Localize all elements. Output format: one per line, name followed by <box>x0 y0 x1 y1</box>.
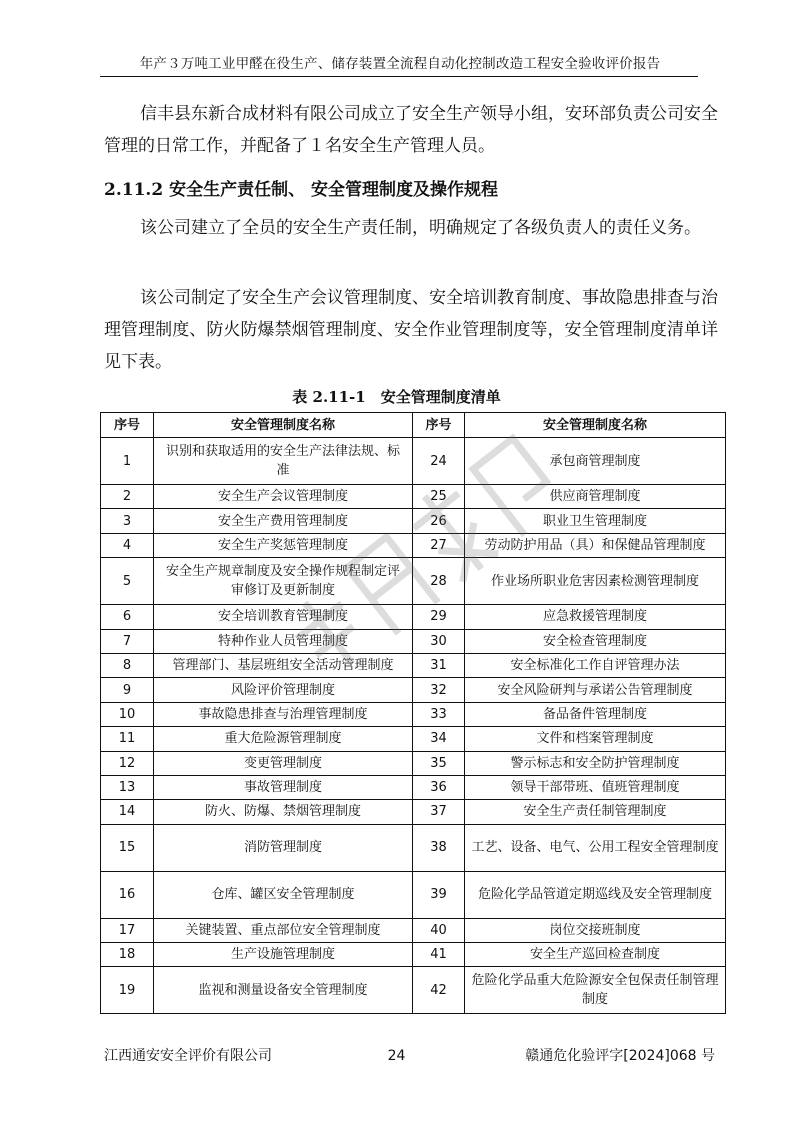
row-number: 36 <box>413 775 465 799</box>
row-number: 31 <box>413 653 465 677</box>
row-number: 34 <box>413 727 465 751</box>
table-row <box>101 727 726 751</box>
rule-name: 备品备件管理制度 <box>465 702 726 726</box>
rule-name: 应急救援管理制度 <box>465 605 726 629</box>
row-number: 25 <box>413 485 465 509</box>
table-row <box>101 678 726 702</box>
row-number: 8 <box>101 653 154 677</box>
table-row <box>101 824 726 871</box>
row-number: 17 <box>101 918 154 942</box>
rule-name: 劳动防护用品（具）和保健品管理制度 <box>465 533 726 557</box>
table-row <box>101 558 726 605</box>
rule-name: 生产设施管理制度 <box>154 943 413 967</box>
rule-name: 安全生产会议管理制度 <box>154 485 413 509</box>
table-row <box>101 629 726 653</box>
rule-name: 风险评价管理制度 <box>154 678 413 702</box>
rule-name: 消防管理制度 <box>154 824 413 871</box>
row-number: 24 <box>413 438 465 485</box>
row-number: 16 <box>101 871 154 918</box>
rule-name: 识别和获取适用的安全生产法律法规、标准 <box>154 438 413 485</box>
row-number: 39 <box>413 871 465 918</box>
rule-name: 安全生产规章制度及安全操作规程制定评审修订及更新制度 <box>154 558 413 605</box>
table-row <box>101 485 726 509</box>
rule-name: 工艺、设备、电气、公用工程安全管理制度 <box>465 824 726 871</box>
rule-name: 安全生产巡回检查制度 <box>465 943 726 967</box>
rule-name: 安全标准化工作自评管理办法 <box>465 653 726 677</box>
row-number: 13 <box>101 775 154 799</box>
table-row <box>101 775 726 799</box>
table-row <box>101 605 726 629</box>
rule-name: 安全生产费用管理制度 <box>154 509 413 533</box>
rule-name: 事故管理制度 <box>154 775 413 799</box>
table-row <box>101 653 726 677</box>
row-number: 33 <box>413 702 465 726</box>
section-heading-2-11-2: 2.11.2 安全生产责任制、 安全管理制度及操作规程 <box>104 180 498 200</box>
rule-name: 安全检查管理制度 <box>465 629 726 653</box>
header-no-left: 序号 <box>101 413 154 438</box>
row-number: 9 <box>101 678 154 702</box>
row-number: 19 <box>101 967 154 1014</box>
paragraph-management-rules: 该公司制定了安全生产会议管理制度、安全培训教育制度、事故隐患排查与治理管理制度、防火防爆禁烟管理制度、安全作业管理制度等，安全管理制度清单详见下表。 <box>104 288 718 372</box>
table-row <box>101 871 726 918</box>
row-number: 11 <box>101 727 154 751</box>
header-name-left: 安全管理制度名称 <box>154 413 413 438</box>
row-number: 4 <box>101 533 154 557</box>
header-name-right: 安全管理制度名称 <box>465 413 726 438</box>
rule-name: 承包商管理制度 <box>465 438 726 485</box>
row-number: 6 <box>101 605 154 629</box>
rule-name: 职业卫生管理制度 <box>465 509 726 533</box>
row-number: 40 <box>413 918 465 942</box>
row-number: 7 <box>101 629 154 653</box>
row-number: 18 <box>101 943 154 967</box>
footer-company: 江西通安安全评价有限公司 <box>104 1048 272 1064</box>
table-row <box>101 800 726 824</box>
paragraph-safety-team: 信丰县东新合成材料有限公司成立了安全生产领导小组，安环部负责公司安全管理的日常工作，并配备了１名安全生产管理人员。 <box>104 104 718 156</box>
rule-name: 监视和测量设备安全管理制度 <box>154 967 413 1014</box>
row-number: 32 <box>413 678 465 702</box>
rule-name: 防火、防爆、禁烟管理制度 <box>154 800 413 824</box>
row-number: 37 <box>413 800 465 824</box>
rule-name: 重大危险源管理制度 <box>154 727 413 751</box>
rule-name: 管理部门、基层班组安全活动管理制度 <box>154 653 413 677</box>
table-row <box>101 702 726 726</box>
table-row <box>101 533 726 557</box>
running-header: 年产３万吨工业甲醛在役生产、储存装置全流程自动化控制改造工程安全验收评价报告 <box>139 56 661 72</box>
row-number: 42 <box>413 967 465 1014</box>
header-no-right: 序号 <box>413 413 465 438</box>
rule-name: 岗位交接班制度 <box>465 918 726 942</box>
rule-name: 警示标志和安全防护管理制度 <box>465 751 726 775</box>
table-row <box>101 509 726 533</box>
row-number: 1 <box>101 438 154 485</box>
table-row <box>101 967 726 1014</box>
rule-name: 特种作业人员管理制度 <box>154 629 413 653</box>
rule-name: 变更管理制度 <box>154 751 413 775</box>
row-number: 30 <box>413 629 465 653</box>
rule-name: 安全培训教育管理制度 <box>154 605 413 629</box>
rule-name: 关键装置、重点部位安全管理制度 <box>154 918 413 942</box>
row-number: 15 <box>101 824 154 871</box>
safety-rules-table <box>100 412 726 1014</box>
row-number: 26 <box>413 509 465 533</box>
rule-name: 仓库、罐区安全管理制度 <box>154 871 413 918</box>
rule-name: 安全生产责任制管理制度 <box>465 800 726 824</box>
rule-name: 危险化学品重大危险源安全包保责任制管理制度 <box>465 967 726 1014</box>
row-number: 28 <box>413 558 465 605</box>
rule-name: 文件和档案管理制度 <box>465 727 726 751</box>
row-number: 5 <box>101 558 154 605</box>
rule-name: 安全风险研判与承诺公告管理制度 <box>465 678 726 702</box>
row-number: 35 <box>413 751 465 775</box>
document-number: 赣通危化验评字[2024]068 号 <box>525 1048 715 1064</box>
header-divider <box>100 76 698 77</box>
rule-name: 领导干部带班、值班管理制度 <box>465 775 726 799</box>
row-number: 27 <box>413 533 465 557</box>
table-row <box>101 943 726 967</box>
rule-name: 事故隐患排查与治理管理制度 <box>154 702 413 726</box>
table-row <box>101 918 726 942</box>
rule-name: 作业场所职业危害因素检测管理制度 <box>465 558 726 605</box>
table-row <box>101 438 726 485</box>
row-number: 2 <box>101 485 154 509</box>
row-number: 10 <box>101 702 154 726</box>
row-number: 41 <box>413 943 465 967</box>
rule-name: 安全生产奖惩管理制度 <box>154 533 413 557</box>
rule-name: 供应商管理制度 <box>465 485 726 509</box>
table-header-row <box>101 413 726 438</box>
row-number: 12 <box>101 751 154 775</box>
paragraph-responsibility-system: 该公司建立了全员的安全生产责任制，明确规定了各级负责人的责任义务。 <box>140 218 701 238</box>
row-number: 38 <box>413 824 465 871</box>
table-caption: 表 2.11-1 安全管理制度清单 <box>292 388 501 406</box>
rule-name: 危险化学品管道定期巡线及安全管理制度 <box>465 871 726 918</box>
table-row <box>101 751 726 775</box>
row-number: 3 <box>101 509 154 533</box>
row-number: 14 <box>101 800 154 824</box>
page-number: 24 <box>387 1048 406 1064</box>
row-number: 29 <box>413 605 465 629</box>
